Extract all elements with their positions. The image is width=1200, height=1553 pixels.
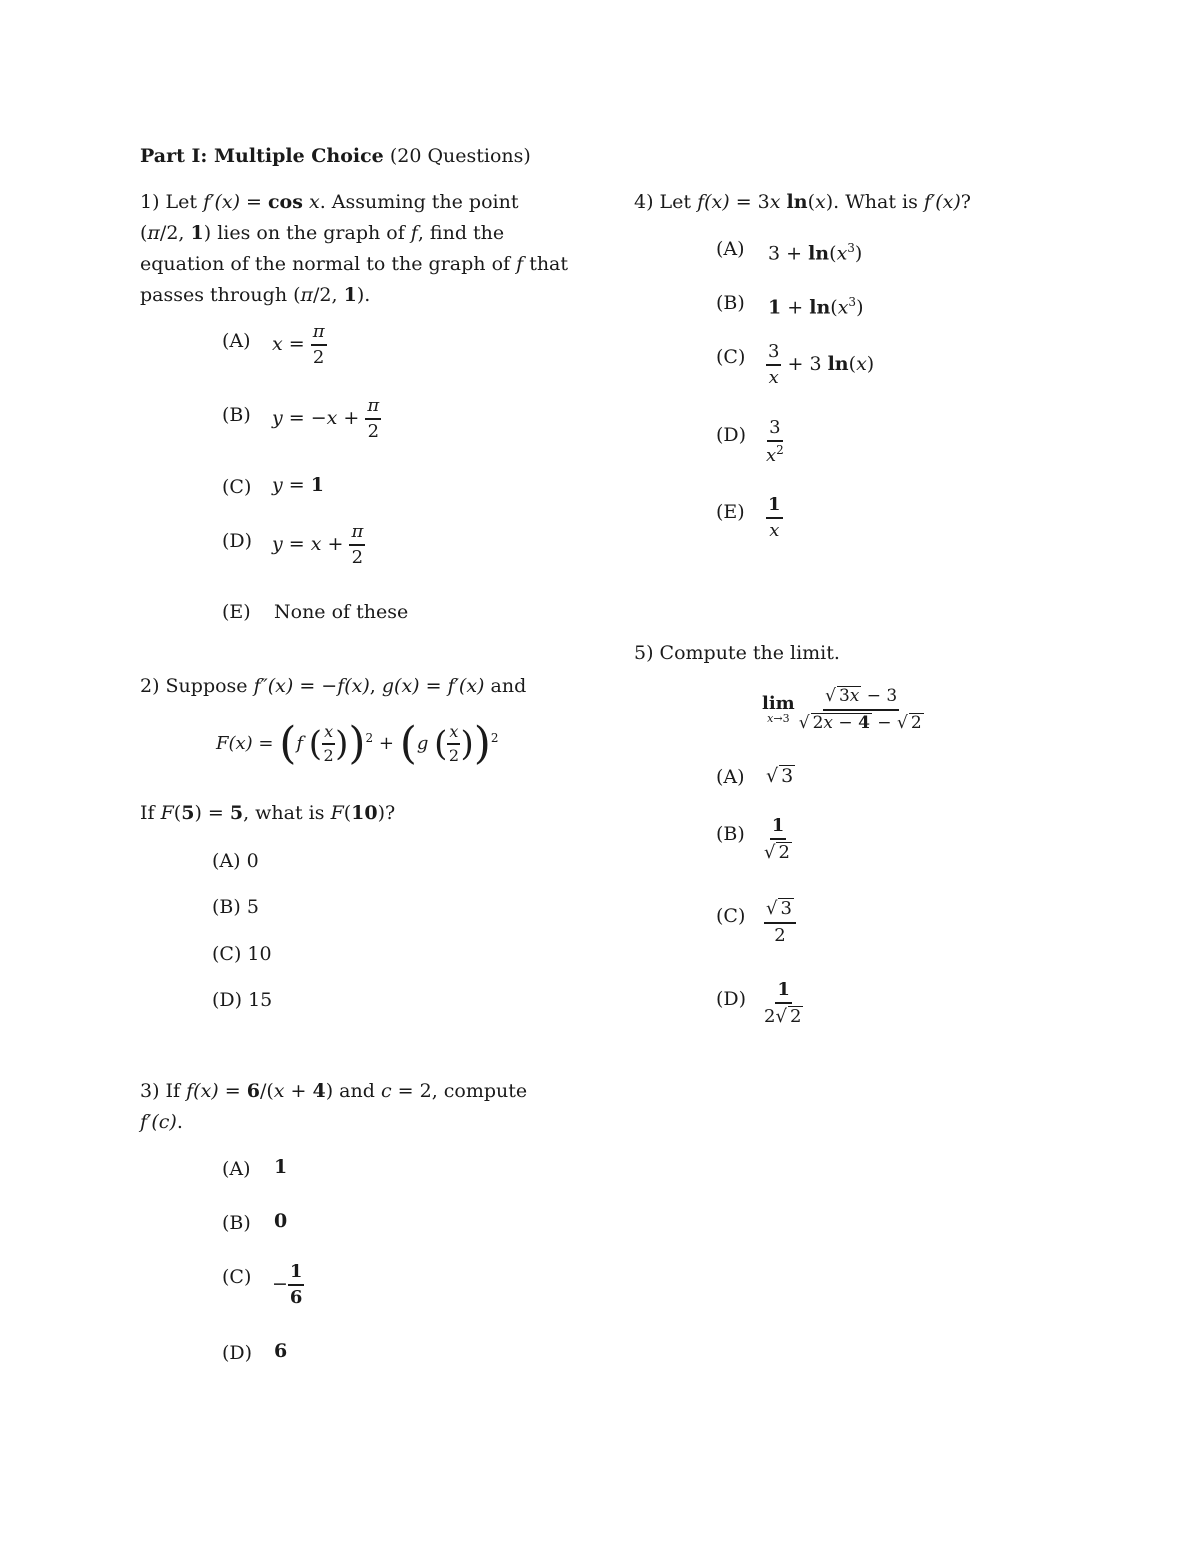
q1-option-d-label: (D) bbox=[222, 530, 253, 552]
q5-option-c-math: $\frac{√ 3}{2}$ bbox=[764, 898, 796, 945]
section-heading bbox=[140, 141, 531, 172]
q4-option-d-label: (D) bbox=[716, 424, 747, 446]
q2-option-c: (C) 10 bbox=[212, 943, 272, 965]
q4-option-c-label: (C) bbox=[716, 346, 746, 368]
q4-option-a-math: $3 + \ln(x^3)$ bbox=[768, 241, 863, 265]
heading-bold: Part I: Multiple Choice bbox=[140, 145, 384, 167]
q1-option-e-text: None of these bbox=[274, 601, 409, 623]
q5-option-d-math: $\frac{1}{2√ 2}$ bbox=[764, 979, 802, 1027]
q5-option-b-label: (B) bbox=[716, 823, 745, 845]
q5-option-a-math: √ 3 bbox=[766, 765, 794, 787]
q3-option-a-label: (A) bbox=[222, 1158, 251, 1180]
q5-option-b-math: $\frac{1}{√ 2}$ bbox=[764, 815, 790, 863]
q3-option-a-value: 1 bbox=[274, 1156, 288, 1178]
q4-option-b-label: (B) bbox=[716, 292, 745, 314]
heading-count: (20 Questions) bbox=[389, 145, 531, 167]
q3-option-c-label: (C) bbox=[222, 1266, 252, 1288]
q4-option-d-math: $\frac{3}{x^2}$ bbox=[766, 417, 784, 466]
q3-option-d-label: (D) bbox=[222, 1342, 253, 1364]
q4-option-e-math: $\frac{1}{x}$ bbox=[768, 494, 781, 541]
q1-option-e-label: (E) bbox=[222, 601, 251, 623]
q1-option-c-label: (C) bbox=[222, 476, 252, 498]
q2-question: If F(5) = 5, what is F(10)? bbox=[140, 802, 396, 824]
q4-line-1: 4) Let f(x) = 3x ln(x). What is f′(x)? bbox=[634, 191, 971, 213]
q2-option-d: (D) 15 bbox=[212, 989, 273, 1011]
q5-option-a-label: (A) bbox=[716, 766, 745, 788]
q3-line-1: 3) If f(x) = 6/(x + 4) and c = 2, compute bbox=[140, 1080, 528, 1102]
q4-option-a-label: (A) bbox=[716, 238, 745, 260]
q1-line-3: equation of the normal to the graph of f that bbox=[140, 253, 569, 275]
q1-option-d-math: y = x + $\frac{\pi}{2}$ bbox=[272, 521, 364, 568]
q5-option-d-label: (D) bbox=[716, 988, 747, 1010]
q1-line-1: 1) Let f′(x) = cos x. Assuming the point bbox=[140, 191, 519, 213]
q1-option-a-label: (A) bbox=[222, 330, 251, 352]
q3-line-2: f′(c). bbox=[140, 1111, 183, 1133]
q1-option-b-label: (B) bbox=[222, 404, 251, 426]
q2-line-1: 2) Suppose f″(x) = −f(x), g(x) = f′(x) and bbox=[140, 675, 527, 697]
q5-option-c-label: (C) bbox=[716, 905, 746, 927]
q1-option-b-math: y = −x + $\frac{\pi}{2}$ bbox=[272, 395, 380, 442]
q1-option-c-math: y = 1 bbox=[272, 474, 324, 496]
q1-line-4: passes through (π/2, 1). bbox=[140, 284, 371, 306]
q3-option-b-label: (B) bbox=[222, 1212, 251, 1234]
q4-option-c-math: $\frac{3}{x}$ + 3 ln(x) bbox=[768, 341, 875, 388]
q4-option-e-label: (E) bbox=[716, 501, 745, 523]
q3-option-d-value: 6 bbox=[274, 1340, 288, 1362]
q1-line-2: (π/2, 1) lies on the graph of f, find the bbox=[140, 222, 505, 244]
q2-option-b: (B) 5 bbox=[212, 896, 259, 918]
q5-prompt: 5) Compute the limit. bbox=[634, 642, 840, 664]
q2-definition: F(x) = (f ( $\frac{x}{2}$ ))$^2$ + (g ( $\frac{x}{2}$ ))$^2$ bbox=[216, 718, 499, 769]
q3-option-b-value: 0 bbox=[274, 1210, 288, 1232]
q3-option-c-math: − $\frac{1}{6}$ bbox=[272, 1261, 303, 1308]
q1-option-a-math: x = $\frac{\pi}{2}$ bbox=[272, 321, 325, 368]
q5-lim-operator: lim x→3 bbox=[762, 693, 795, 726]
q4-option-b-math: $1 + \ln(x^3)$ bbox=[768, 295, 864, 319]
q2-option-a: (A) 0 bbox=[212, 850, 259, 872]
q5-limit-expression: lim x→3 $\frac{√ 3x - 3}{√ 2x - 4 - √ 2}$ bbox=[762, 686, 922, 733]
